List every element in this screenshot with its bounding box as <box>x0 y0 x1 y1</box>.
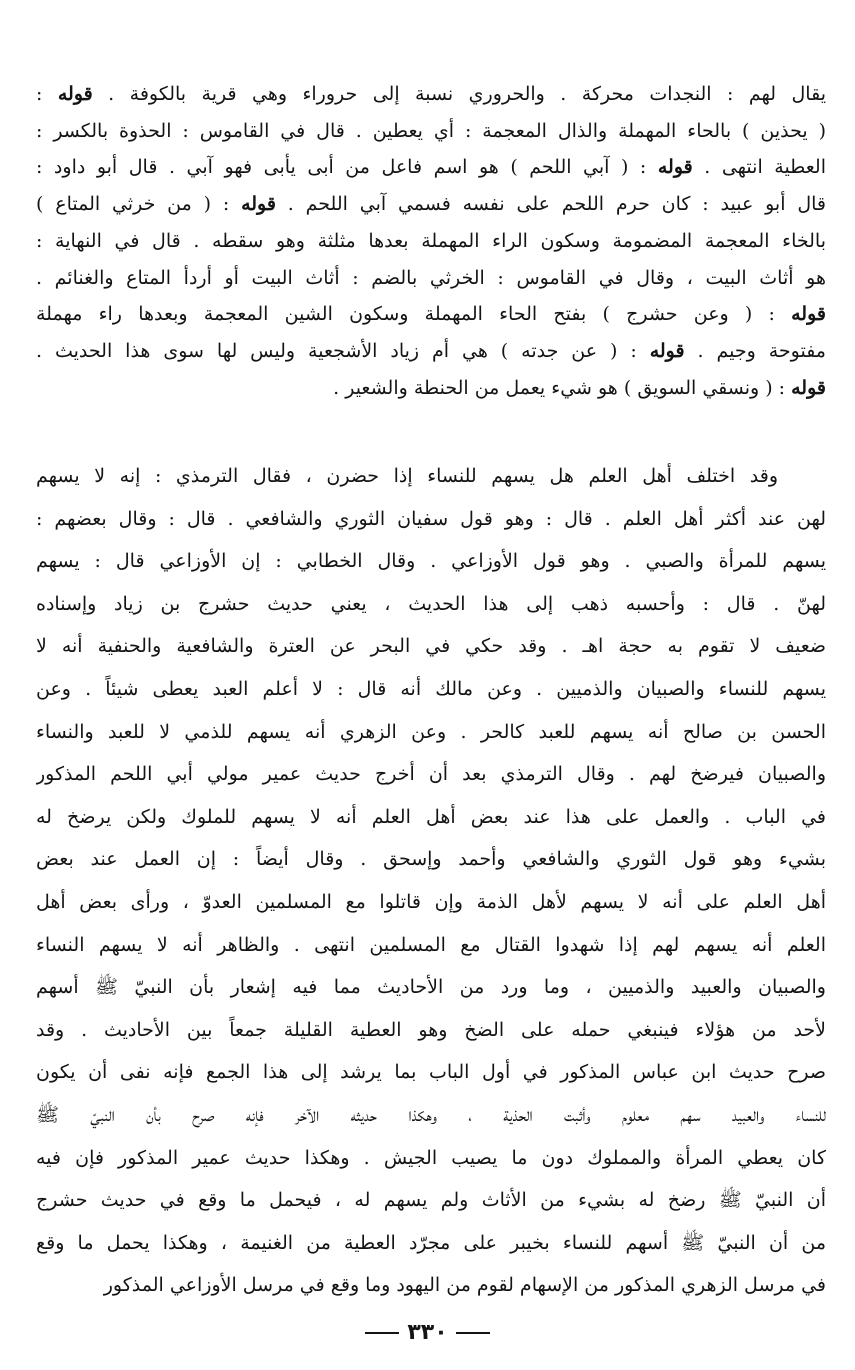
bold-keyword: قوله <box>657 156 693 179</box>
body-line: وقد اختلف أهل العلم هل يسهم للنساء إذا حضرن ، فقال الترمذي : إنه لا يسهم <box>36 465 778 487</box>
commentary-line: قوله : ( ونسقي السويق ) هو شيء يعمل من الحنطة والشعير . <box>333 376 826 399</box>
body-line: للنساء والعبيد سهم معلوم وأثبت الحذية ، وهكذا حديثه الآخر فإنه صرح بأن النبيّ ﷺ <box>36 1104 826 1126</box>
body-line: والصبيان والعبيد والذميين ، وما ورد من الأحاديث مما فيه إشعار بأن النبيّ ﷺ أسهم <box>36 976 826 999</box>
body-line: لأحد من هؤلاء فينبغي حمله على الضخ وهو العطية القليلة جمعاً بين الأحاديث . وقد <box>36 1018 826 1041</box>
body-line: صرح حديث ابن عباس المذكور في أول الباب بما يرشد إلى هذا الجمع فإنه نفى أن يكون <box>36 1061 826 1084</box>
commentary-line: العطية انتهى . قوله : ( آبي اللحم ) هو اسم فاعل من أبى يأبى فهو آبي . قال أبو داود : <box>36 156 826 179</box>
bold-keyword: قوله <box>791 303 826 326</box>
body-line: يسهم للمرأة والصبي . وهو قول الأوزاعي . وقال الخطابي : إن الأوزاعي قال : يسهم <box>36 550 826 573</box>
body-line: أن النبيّ ﷺ رضخ له بشيء من الأثاث ولم يسهم له ، فيحمل ما وقع في حديث حشرج <box>36 1189 826 1212</box>
body-line: العلم أنه يسهم لهم إذا شهدوا القتال مع المسلمين انتهى . والظاهر أنه لا يسهم النساء <box>36 933 826 956</box>
body-line: أهل العلم على أنه لا يسهم لأهل الذمة وإن قاتلوا مع المسلمين العدوّ ، ورأى بعض أهل <box>36 891 826 913</box>
bold-keyword: قوله <box>57 83 93 105</box>
bold-keyword: قوله <box>791 376 826 399</box>
body-line: كان يعطي المرأة والمملوك دون ما يصيب الجيش . وهكذا حديث عمير المذكور فإن فيه <box>36 1146 826 1169</box>
commentary-line: هو أثاث البيت ، وقال في القاموس : الخرثي بالضم : أثاث البيت أو أردأ المتاع والغنائم . <box>36 266 826 289</box>
body-line: يسهم للنساء والصبيان والذميين . وعن مالك أنه قال : لا أعلم العبد يعطى شيئاً . وعن <box>36 678 826 700</box>
footer-dash-right <box>365 1332 399 1334</box>
commentary-line: مفتوحة وجيم . قوله : ( عن جدته ) هي أم زياد الأشجعية وليس لها سوى هذا الحديث . <box>36 339 826 362</box>
page-number: ٣٣٠ <box>407 1320 448 1345</box>
body-line: ضعيف لا تقوم به حجة اهـ . وقد حكي في البحر عن العترة والشافعية والحنفية أنه لا <box>36 635 826 658</box>
page-footer <box>0 1318 855 1348</box>
body-line: الحسن بن صالح أنه يسهم للعبد كالحر . وعن الزهري أنه يسهم للذمي لا للعبد والنساء <box>36 720 826 743</box>
commentary-line: قال أبو عبيد : كان حرم اللحم على نفسه فسمي آبي اللحم . قوله : ( من خرثي المتاع ) <box>36 193 826 216</box>
commentary-line: يقال لهم : النجدات محركة . والحروري نسبة إلى حروراء وهي قرية بالكوفة . قوله : <box>36 83 826 105</box>
body-line: والصبيان فيرضخ لهم . وقال الترمذي بعد أن أخرج حديث عمير مولي أبي اللحم المذكور <box>36 763 826 786</box>
commentary-line: قوله : ( وعن حشرج ) بفتح الحاء المهملة وسكون الشين المعجمة وبعدها راء مهملة <box>36 303 826 326</box>
footer-dash-left <box>456 1332 490 1334</box>
body-line: لهنّ . قال : وأحسبه ذهب إلى هذا الحديث ، يعني حديث حشرج بن زياد وإسناده <box>36 592 826 615</box>
body-line: لهن عند أكثر أهل العلم . قال : وهو قول سفيان الثوري والشافعي . قال : وقال بعضهم : <box>36 507 826 530</box>
body-line: في مرسل الزهري المذكور من الإسهام لقوم من اليهود وما وقع في مرسل الأوزاعي المذكور <box>103 1274 826 1297</box>
bold-keyword: قوله <box>241 193 276 216</box>
body-line: في الباب . والعمل على هذا عند بعض أهل العلم أنه لا يسهم للملوك ولكن يرضخ له <box>36 805 826 828</box>
body-line: من أن النبيّ ﷺ أسهم للنساء بخيبر على مجرّد العطية من الغنيمة ، وهكذا يحمل ما وقع <box>36 1231 826 1254</box>
commentary-line: ( يحذين ) بالحاء المهملة والذال المعجمة : أي يعطين . قال في القاموس : الحذوة بالكسر : <box>36 119 826 142</box>
commentary-line: بالخاء المعجمة المضمومة وسكون الراء المهملة بعدها مثلثة وهو سقطه . قال في النهاية : <box>36 229 826 252</box>
bold-keyword: قوله <box>649 339 685 362</box>
body-line: بشيء وهو قول الثوري والشافعي وأحمد وإسحق . وقال أيضاً : إن العمل عند بعض <box>36 848 826 871</box>
